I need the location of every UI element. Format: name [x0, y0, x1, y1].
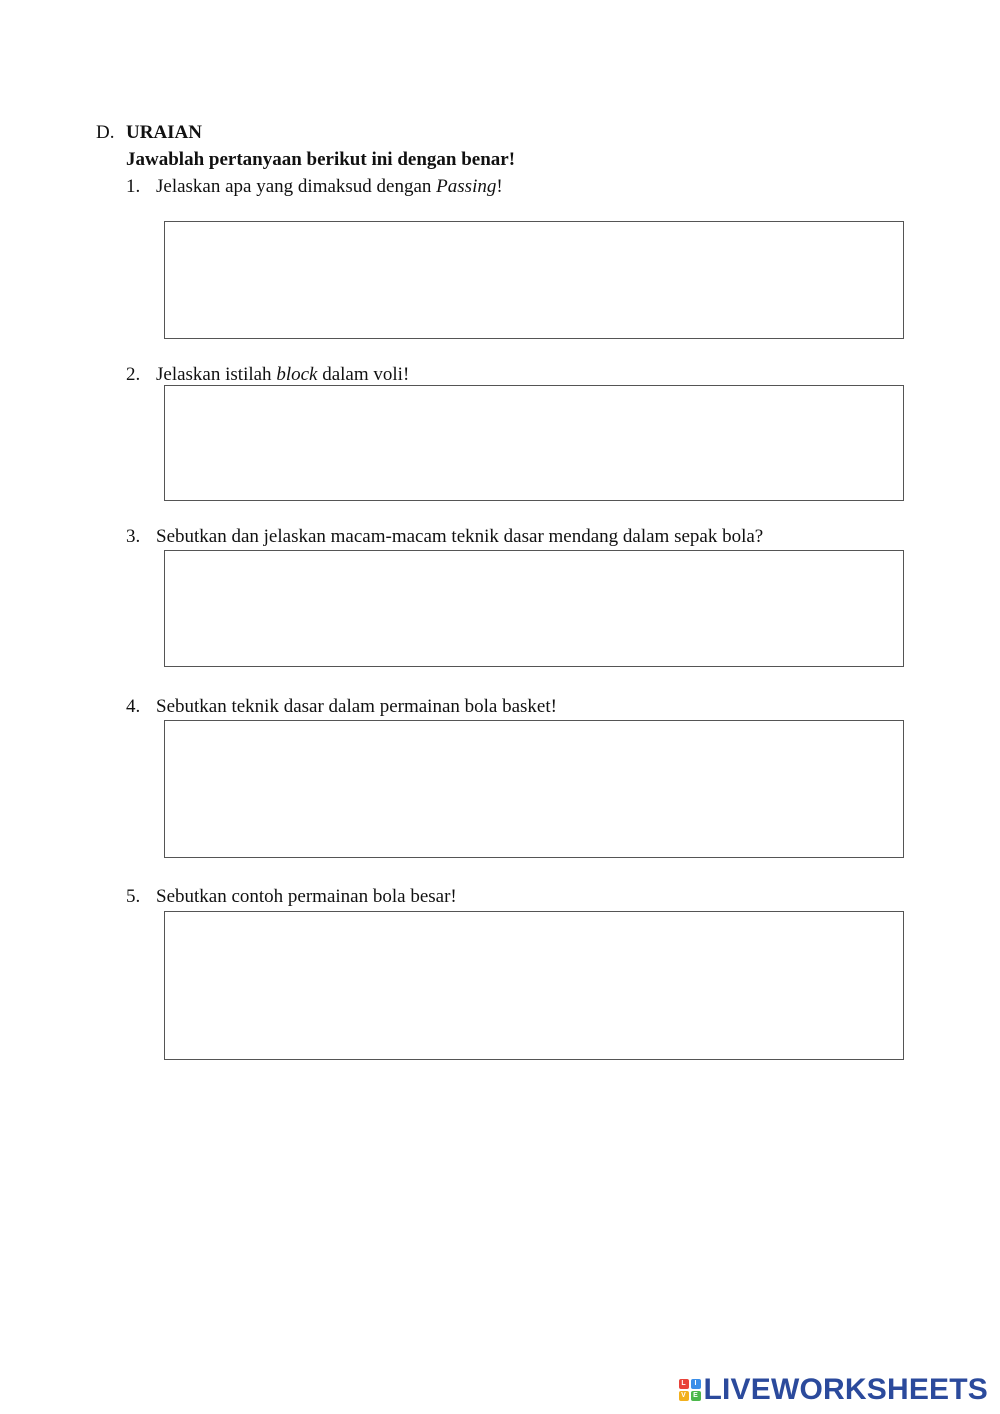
answer-box-1[interactable] — [164, 221, 904, 339]
instruction-text: Jawablah pertanyaan berikut ini dengan benar! — [126, 149, 516, 170]
question-5-text: Sebutkan contoh permainan bola besar! — [156, 886, 457, 907]
question-3-number: 3. — [126, 526, 141, 547]
question-2-number: 2. — [126, 364, 141, 385]
liveworksheets-logo — [679, 1372, 989, 1408]
liveworksheets-logo-icon: L I V E — [679, 1379, 701, 1401]
answer-box-4[interactable] — [164, 720, 904, 858]
section-title: URAIAN — [126, 122, 202, 143]
question-1-text: Jelaskan apa yang dimaksud dengan Passing! — [156, 176, 503, 197]
question-3-text: Sebutkan dan jelaskan macam-macam teknik dasar mendang dalam sepak bola? — [156, 526, 764, 547]
question-2-text: Jelaskan istilah block dalam voli! — [156, 364, 410, 385]
brand-name: LIVEWORKSHEETS — [703, 1373, 988, 1406]
answer-box-5[interactable] — [164, 911, 904, 1060]
question-5-number: 5. — [126, 886, 141, 907]
question-4-number: 4. — [126, 696, 141, 717]
answer-box-3[interactable] — [164, 550, 904, 667]
question-4-text: Sebutkan teknik dasar dalam permainan bola basket! — [156, 696, 557, 717]
section-letter: D. — [96, 122, 115, 143]
answer-box-2[interactable] — [164, 385, 904, 501]
question-1-number: 1. — [126, 176, 141, 197]
